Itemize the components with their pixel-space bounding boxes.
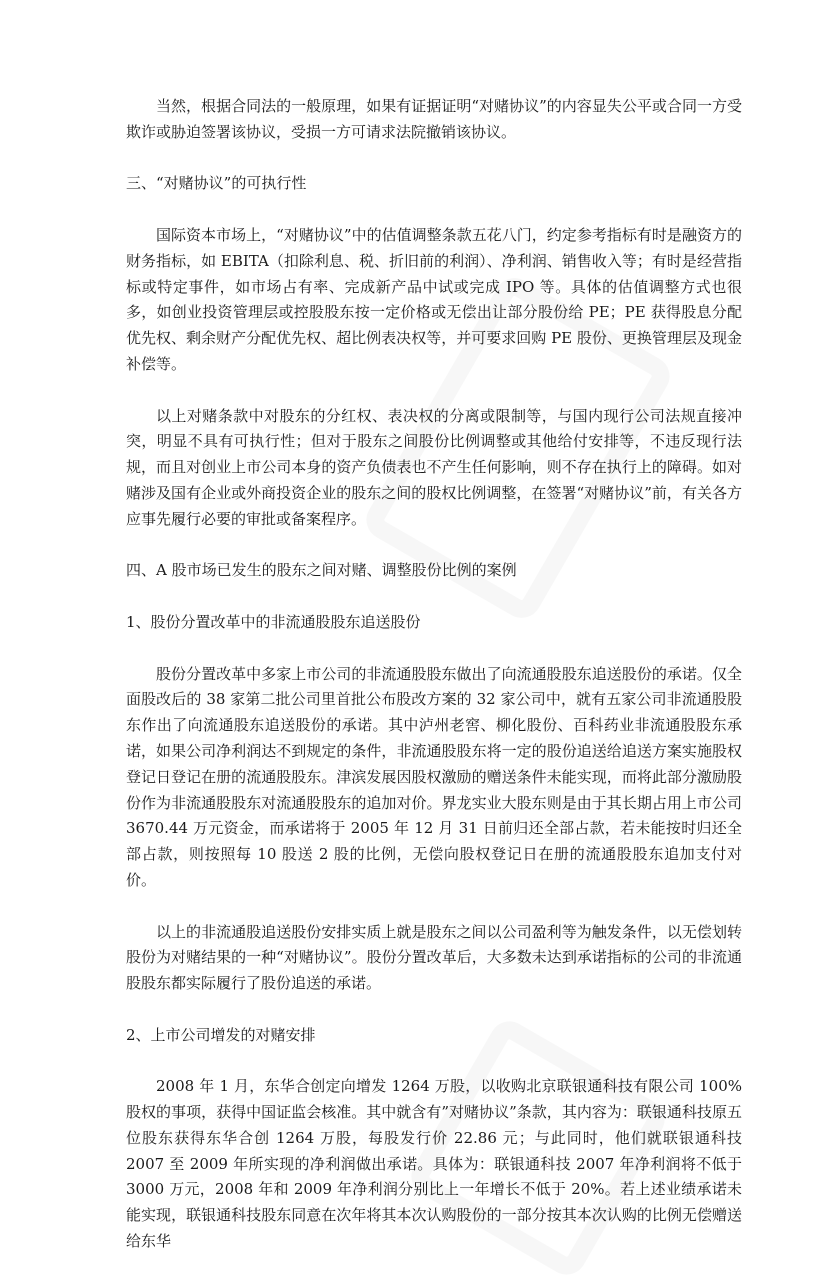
section-heading: 四、A 股市场已发生的股东之间对赌、调整股份比例的案例 xyxy=(126,561,517,580)
section-heading: 三、“对赌协议”的可执行性 xyxy=(126,174,307,193)
paragraph: 股份分置改革中多家上市公司的非流通股股东做出了向流通股股东追送股份的承诺。仅全面股改后的 38 家第二批公司里首批公布股改方案的 32 家公司中，就有五家公司非流通股股东作出了向流通股东追送股份的承诺。其中泸州老窖、柳化股份、百科药业非流通股股东承诺，如果公司净利润达不到规定的条件，非流通股股东将一定的股份追送给追送方案实施股权登记日登记在册的流通股股东。津滨发展因股权激励的赠送条件未能实现，而将此部分激励股份作为非流通股股东对流通股股东的追加对价。界龙实业大股东则是由于其长期占用上市公司 3670.44 万元资金，而承诺将于 2005 年 12 月 31 日前归还全部占款，若未能按时归还全部占款，则按照每 10 股送 2 股的比例，无偿向股权登记日在册的流通股股东追加支付对价。 xyxy=(126,664,742,889)
paragraph: 以上的非流通股追送股份安排实质上就是股东之间以公司盈利等为触发条件，以无偿划转股份为对赌结果的一种“对赌协议”。股份分置改革后，大多数未达到承诺指标的公司的非流通股股东都实际履行了股份追送的承诺。 xyxy=(126,922,742,993)
paragraph: 国际资本市场上，“对赌协议”中的估值调整条款五花八门，约定参考指标有时是融资方的财务指标，如 EBITA（扣除利息、税、折旧前的利润）、净利润、销售收入等；有时是经营指标或特定事件，如市场占有率、完成新产品中试或完成 IPO 等。具体的估值调整方式也很多，如创业投资管理层或控股股东按一定价格或无偿出让部分股份给 PE；PE 获得股息分配优先权、剩余财产分配优先权、超比例表决权等，并可要求回购 PE 股份、更换管理层及现金补偿等。 xyxy=(126,225,742,373)
paragraph: 当然，根据合同法的一般原理，如果有证据证明“对赌协议”的内容显失公平或合同一方受欺诈或胁迫签署该协议，受损一方可请求法院撤销该协议。 xyxy=(126,97,742,141)
paragraph: 以上对赌条款中对股东的分红权、表决权的分离或限制等，与国内现行公司法规直接冲突，明显不具有可执行性；但对于股东之间股份比例调整或其他给付安排等，不违反现行法规，而且对创业上市公司本身的资产负债表也不产生任何影响，则不存在执行上的障碍。如对赌涉及国有企业或外商投资企业的股东之间的股权比例调整，在签署“对赌协议”前，有关各方应事先履行必要的审批或备案程序。 xyxy=(126,406,742,528)
subsection-heading: 1、股份分置改革中的非流通股股东追送股份 xyxy=(126,612,421,631)
document-page xyxy=(126,94,742,1281)
subsection-heading: 2、上市公司增发的对赌安排 xyxy=(126,1025,316,1044)
paragraph: 2008 年 1 月，东华合创定向增发 1264 万股，以收购北京联银通科技有限公司 100%股权的事项，获得中国证监会核准。其中就含有”对赌协议”条款，其内容为：联银通科技原五位股东获得东华合创 1264 万股，每股发行价 22.86 元；与此同时，他们就联银通科技 2007 至 2009 年所实现的净利润做出承诺。具体为：联银通科技 2007 年净利润将不低于 3000 万元，2008 年和 2009 年净利润分别比上一年增长不低于 20%。若上述业绩承诺未能实现，联银通科技股东同意在次年将其本次认购股份的一部分按其本次认购的比例无偿赠送给东华 xyxy=(126,1077,742,1251)
